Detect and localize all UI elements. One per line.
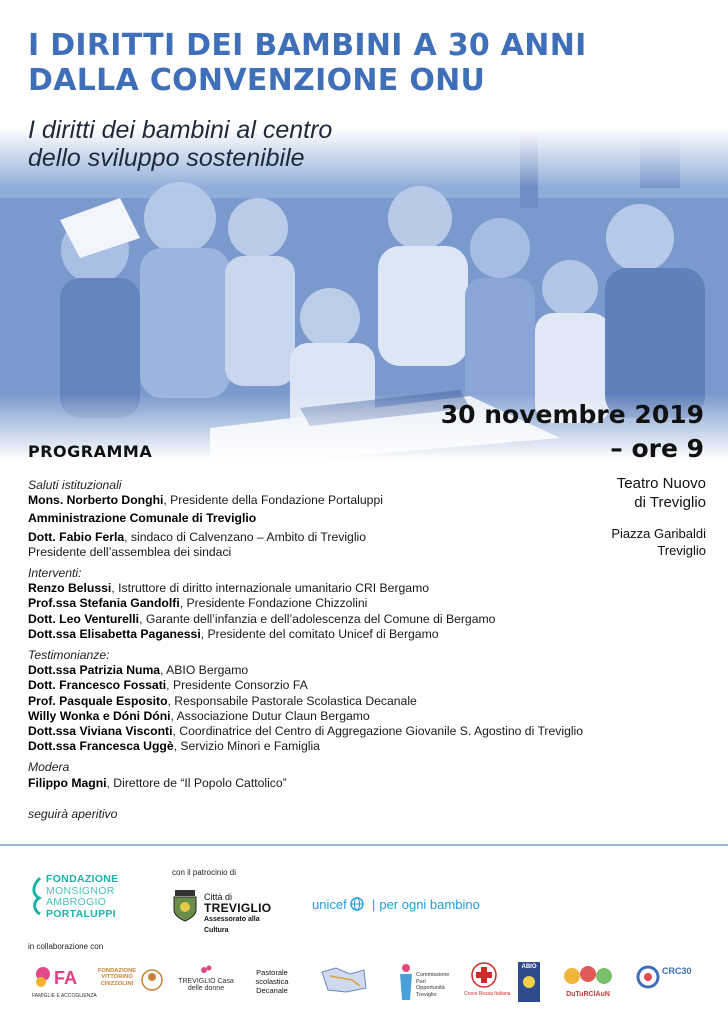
speaker-role: , ABIO Bergamo — [160, 663, 249, 678]
program-item — [28, 581, 628, 596]
program-item — [28, 694, 628, 709]
crc30-icon — [636, 962, 660, 992]
address-line-1: Piazza Garibaldi — [611, 526, 706, 541]
collaborazione-label: in collaborazione con — [28, 942, 104, 951]
program-list — [28, 478, 628, 822]
patrocinio-label: con il patrocinio di — [172, 868, 237, 877]
speaker-name: Dott.ssa Francesca Uggè — [28, 739, 174, 754]
speaker-name: Dott.ssa Patrizia Numa — [28, 663, 161, 678]
partner-logo-croce-rossa — [464, 962, 511, 1002]
speaker-role: , Responsabile Pastorale Scolastica Decanale — [167, 693, 417, 708]
event-date — [441, 398, 704, 466]
venue-line-1: Teatro Nuovo — [616, 475, 706, 492]
date-line-1: 30 novembre 2019 — [440, 400, 704, 429]
speaker-name: Willy Wonka e Dóni Dóni — [28, 708, 171, 723]
partner-logo-gera-adda — [316, 962, 372, 1002]
speaker-role: , Presidente del comitato Unicef di Bergamo — [200, 626, 439, 641]
main-title — [28, 28, 708, 98]
speaker-name: Mons. Norberto Donghi — [28, 493, 164, 508]
red-cross-icon — [464, 962, 504, 990]
crc30-caption: CRC30 — [662, 966, 692, 976]
fondazione-line-2: MONSIGNOR — [46, 884, 115, 897]
title-line-2: DALLA CONVENZIONE ONU — [28, 63, 486, 98]
program-item — [28, 663, 628, 678]
abio-caption: ABIO — [521, 964, 537, 970]
address-line-2: Treviglio — [657, 543, 706, 558]
section-title: Saluti istituzionali — [28, 478, 122, 492]
program-item-extra: Presidente dell’assemblea dei sindaci — [28, 544, 232, 559]
speaker-role: , Presidente Fondazione Chizzolini — [179, 596, 368, 611]
program-item — [28, 612, 628, 627]
section-testimonianze — [28, 648, 628, 754]
speaker-name: Dott.ssa Elisabetta Paganessi — [28, 626, 201, 641]
program-item — [28, 511, 628, 526]
speaker-name: Amministrazione Comunale di Treviglio — [28, 511, 257, 526]
speaker-role: , Istruttore di diritto internazionale umanitario CRI Bergamo — [111, 581, 430, 596]
unicef-globe-icon — [350, 897, 364, 911]
section-title: Modera — [28, 760, 70, 775]
partner-logo-chizzolini — [92, 962, 164, 1002]
fondazione-line-1: FONDAZIONE — [46, 873, 119, 885]
fa-caption: FAMIGLIE E ACCOGLIENZA — [32, 993, 97, 999]
speaker-role: , Coordinatrice del Centro di Aggregazione Giovanile S. Agostino di Treviglio — [172, 724, 584, 739]
unicef-separator: | — [371, 897, 376, 912]
subtitle-line-2: dello sviluppo sostenibile — [28, 144, 305, 172]
closing-note: seguirà aperitivo — [28, 806, 118, 821]
treviglio-line-2: TREVIGLIO — [204, 901, 272, 915]
speaker-name: Prof.ssa Stefania Gandolfi — [28, 596, 180, 611]
speaker-role: , Associazione Dutur Claun Bergamo — [170, 708, 370, 723]
partner-logo-dutur-claun — [560, 962, 616, 1002]
program-item — [28, 739, 628, 754]
treviglio-line-1: Città di — [204, 892, 233, 902]
fondazione-icon — [30, 876, 44, 916]
speaker-role: , sindaco di Calvenzano – Ambito di Treviglio — [124, 529, 367, 544]
pari-opportunita-caption: Commissione Pari Opportunità Treviglio — [416, 972, 450, 998]
treviglio-crest-icon — [172, 890, 198, 922]
section-saluti — [28, 478, 628, 560]
unicef-logo — [312, 897, 480, 912]
speaker-name: Dott.ssa Viviana Visconti — [28, 724, 173, 739]
fa-mark: FA — [54, 968, 78, 988]
subtitle-line-1: I diritti dei bambini al centro — [28, 116, 333, 144]
program-item — [28, 530, 628, 545]
program-item — [28, 596, 628, 611]
partner-logo-pari-opportunita — [396, 962, 456, 1002]
program-item — [28, 627, 628, 642]
speaker-role: , Presidente della Fondazione Portaluppi — [163, 493, 383, 508]
dutur-claun-caption: DuTuRClAuN — [566, 991, 610, 998]
partner-logo-pastorale — [248, 962, 296, 1002]
section-interventi — [28, 566, 628, 642]
casa-donne-caption: TREVIGLIO Casa delle donne — [178, 978, 234, 992]
venue-line-2: di Treviglio — [634, 494, 706, 511]
partner-logo-fa — [32, 962, 97, 1002]
speaker-name: Filippo Magni — [28, 775, 107, 790]
citta-treviglio-logo — [172, 888, 282, 934]
partner-logo-crc30 — [636, 962, 700, 1002]
speaker-name: Renzo Belussi — [28, 581, 112, 596]
program-item — [28, 724, 628, 739]
program-item — [28, 776, 628, 791]
section-title: Interventi: — [28, 566, 82, 581]
speaker-role: , Servizio Minori e Famiglia — [173, 739, 320, 754]
program-item — [28, 709, 628, 724]
program-item — [28, 493, 628, 508]
pastorale-caption: Pastorale scolastica Decanale — [255, 968, 289, 995]
chizzolini-caption: FONDAZIONE VITTORINO CHIZZOLINI — [97, 968, 137, 987]
program-item — [28, 678, 628, 693]
gera-adda-map-icon — [316, 962, 372, 998]
speaker-name: Dott. Leo Venturelli — [28, 611, 140, 626]
speaker-role: , Presidente Consorzio FA — [166, 678, 308, 693]
fa-icon — [34, 962, 82, 992]
date-line-2: – ore 9 — [610, 434, 704, 463]
speaker-role: , Direttore de “Il Popolo Cattolico” — [106, 775, 287, 790]
clown-faces-icon — [560, 962, 616, 992]
pari-opportunita-figure-icon — [396, 962, 416, 1002]
speaker-name: Prof. Pasquale Esposito — [28, 693, 168, 708]
treviglio-line-3: Assessorato alla Cultura — [204, 916, 260, 934]
speaker-name: Dott. Francesco Fossati — [28, 678, 167, 693]
title-line-1: I DIRITTI DEI BAMBINI A 30 ANNI — [28, 28, 587, 63]
footer-divider — [0, 844, 728, 846]
unicef-name: unicef — [312, 897, 347, 912]
unicef-tagline: per ogni bambino — [379, 897, 480, 912]
fondazione-line-3: AMBROGIO — [46, 896, 107, 908]
program-heading: PROGRAMMA — [28, 442, 153, 461]
subtitle — [28, 116, 488, 172]
section-modera — [28, 760, 628, 790]
croce-rossa-caption: Croce Rossa Italiana — [464, 991, 511, 997]
partner-logo-casa-donne — [176, 962, 236, 1002]
speaker-role: , Garante dell’infanzia e dell’adolescenza del Comune di Bergamo — [139, 611, 496, 626]
partner-logo-abio — [516, 962, 542, 1002]
section-title: Testimonianze: — [28, 648, 110, 663]
fondazione-line-4: PORTALUPPI — [46, 907, 116, 920]
speaker-name: Dott. Fabio Ferla — [28, 529, 125, 544]
